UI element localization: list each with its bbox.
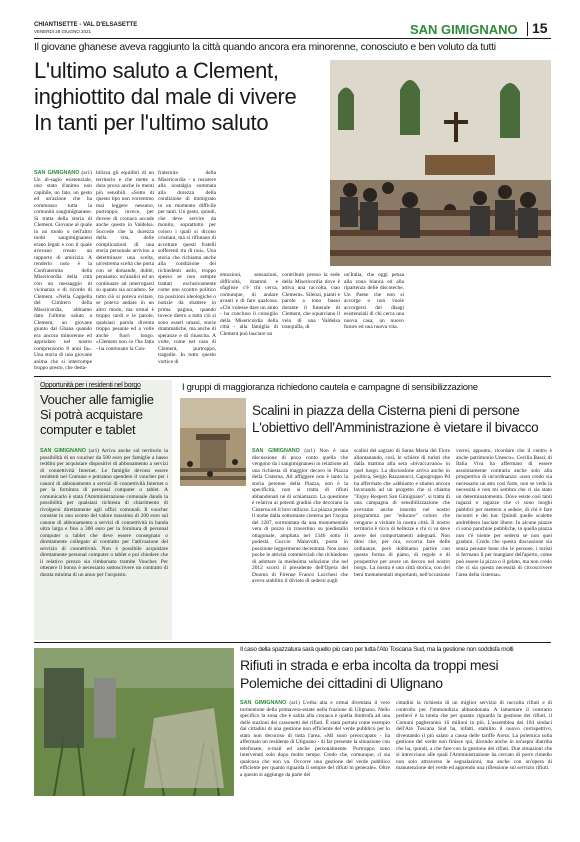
article2-title-line3: computer e tablet [40, 422, 136, 437]
article1-col4: emozioni, sensazioni, difficoltà, drammi e sfaglisie c'è chi cerca, comunque, di andare avanti e di fare qualcosa. «Chi volesse dare un aiuto - ha concluso il consiglio della Misericordia della città - alla famiglia di Clement può lasciare un [220, 272, 278, 337]
article4-col2: cittadini la richiesta di un miglior servizio di raccolta rifiuti e di controllo per l'immondizia abbandonata. A lamentare il contrario prelievi è la tutela che per quanto riguarda la gestione dei rifiuti, il Comuni pagheranno 16 milioni in più. L'assemblea dei 104 sindaci dell'Ato Toscana Sud ha, infatti, stabilito il nuovo corrispettivo, diventando il più salato a causa delle tariffe Arera. La polemica sulla gestione del verde non finisce qui, dicendo anche in un'aspra diatriba che ha, quindi, a che fare con la gestione dei rifiuti. Due situazioni che si intrecciano alle quali l'Amministrazione ha cercato di porre rimedio non solo attraverso le segnalazioni, ma anche con un'opera di manutenzione del verde ed apprendo una riflessione sul servizio rifiuti. [396, 700, 552, 771]
article1-col5: contributo presso la sede della Misericordia dove è attiva una raccolta, ciao Clement». Silenzi, pianti e parole a tono basso durante il funerale di Clement, che squarciano il velo di una Valdelsa tranquilla, di [282, 272, 340, 330]
article2-title-line1: Voucher alle famiglie [40, 392, 154, 407]
article4-title-line1: Rifiuti in strada e erba incolta da troppi mesi [240, 657, 499, 673]
header-divider-vertical [527, 22, 528, 36]
article3-bottom-rule [34, 642, 551, 643]
publication-name: CHIANTISETTE - VAL D'ELSASETTE [34, 22, 138, 28]
article3-title-line1: Scalini in piazza della Cisterna pieni di persone [252, 403, 520, 418]
article4-dateline: SAN GIMIGNANO [240, 700, 287, 706]
article3-kicker: I gruppi di maggioranza richiedono cautela e campagne di sensibilizzazione [182, 382, 478, 393]
article4-col1 [240, 700, 390, 796]
article4-col1-text: (ar1) L'erba alta e ormai diventata il vero tormentone della primavera-estate nella frazione di Ulignano. Nello specifico la zona che è salita alla cronaca è quella limitrofa ad una delle stazioni dei cassonetti dei rifiuti. È stata portata come esempio dai cittadini di una gestione non efficiente del verde pubblico per lo stato non decoroso di tutta l'area. «Mi sono preoccupato - ha affermato un residente di Ulignano - di far presente la situazione con telefonate, e-mail ed anche personalmente. Purtroppo sono intervenuti solo dopo molto tempo. Credo che, comunque, ci sia qualcosa che non va. Occorre una gestione del verde pubblico efficiente per quanto riguarda il sempre del rifiuti in generale». Oltre a questo si aggiunge da parte dei [240, 700, 390, 778]
overgrown-grass-image [34, 648, 234, 796]
article1-title [34, 58, 324, 136]
article2-body-text: (ar1) Arriva anche sul territorio la possibilità di un voucher da 500 euro per famiglie a basso reddito per acquistare dispositivi di abbonamento a servizi di connettività Internet. Le famiglie devono essere residenti nel Comune e potranno spendere il voucher per i canoni di abbonamento a servizi di connettività Internet o per la fornitura di personal computer o tablet. A comunicarlo è stata l'Amministrazione comunale dando la possibilità per qualsiasi richiesta di chiarimento di rivolgersi direttamente agli uffici comunali. Il voucher consiste in uno sconto del valore massimo di 200 euro sul canone di abbonamento a servizi di connettività in banda ultra larga e fino a 300 euro per la fornitura di personal computer o tablet che deve essere consegnato o direttamente collegato al contratto per l'attivazione del servizio di connettività. Non è possibile acquistare direttamente personal computer o tablet e poi chiedere che il relativo prezzo sia rimborsato tramite Voucher. Per ottenere il bonus è necessario sottoscrivere un contratto di durata minima di un anno per l'acquisto. [40, 448, 168, 578]
header-rule [34, 38, 551, 39]
article4-title-line2: Polemiche dei cittadini di Ulignano [240, 675, 443, 691]
article3-dateline: SAN GIMIGNANO [252, 448, 300, 454]
publication-date: VENERDI 28 GIUGNO 2021 [34, 29, 92, 34]
article3-title-line2: L'obiettivo dell'Amministrazione è vietare il bivacco [252, 420, 539, 435]
article2-dateline: SAN GIMIGNANO [40, 448, 86, 454]
article3-title [252, 402, 552, 436]
article1-bottom-rule [34, 376, 551, 377]
funeral-photo [330, 60, 551, 266]
article2-title-line2: Si potrà acquistare [40, 407, 143, 422]
article4-kicker: Il caso della spazzatura sarà quello più caro per tutta l'Ato Toscana Sud, ma la gestione non soddisfa molti [240, 646, 514, 653]
section-name: SAN GIMIGNANO [410, 22, 518, 37]
article3-col1 [252, 448, 348, 638]
article1-col2: bilizza gli equilibri di un territorio e che mette a dura prova anche le menti più sensibili. «Sotto di questo tipo non vorremmo mai leggere nessuno, purtroppo, invece, per dovere di cronaca accade anche questo in Valdelsa. Succede che la durezza della vita, delle complicazioni di una storia personale arrivino a determinare una scelta, un'estrema scelta che porta con sé domande, dubbi, pensiamo, un'analisi ed un continuare ad interrogarsi su quanto sia accaduto. Se tutto ciò si poteva evitare, se poteva andare in un altro modo, ma ormai è troppo tardi e le parole, qualsiasi parola diventa troppo pesante ed a volte anche fuori luogo. «Clement non ce l'ha fatta - ha continuato la Con- [96, 170, 154, 352]
article1-title-line1: L'ultimo saluto a Clement, [34, 58, 279, 83]
piazza-photo [180, 398, 246, 486]
article4-title [240, 656, 555, 692]
article1-col1-text: (ar1) Un di-sagio esistenziale, uno stato d'animo non capibile, un fato, un gesto ed un'azione che ha commosso tutta la comunità sangimignanese. Si tratta della storia di Clement. Giovane al quale in un modo o nell'altro molti sangimignanesi erano legati e con il quale avevano creato un rapporto di amicizia. A renderlo noto è la Confraternita della Misericordia della città con un messaggio di vicinanza e di ricordo di Clement. «Nella Cappella del Cimitero della Misericordia, abbiamo dato l'ultimo saluto a Clement, un giovane giunto dal Ghana quando era ancora minorenne ed approdato nel nostro comprensorio 8 anni fa». Una storia di una giovane anima che si interrompe troppo presto, che desta- [34, 170, 92, 371]
article1-col6: un'Italia, che oggi pensa alla zona bianca ed alla ripartenza delle discoteche. Un Paese che non si accorge o non vuole accorgersi dei disagi esistenziali di chi cerca una nuova casa, un nuovo futuro ed una nuova vita. [344, 272, 404, 330]
article3-col1-text: (ar1) Non è una discussione di poco conto quella che vengono da i sangimignanesi in relazione ad una richiesta di maggior decoro in Piazza della Cisterna. Ad affiggere non è tanto la storia perenne della Piazza, non è la specificità, non si tratta di rifiuti abbandonati né di schiamazzi. La questione è relativa ai potenti gradini che decorano la Cisterna ed il loro utilizzo. La piazza prende il nome dalla sottostante cisterna per l'acqua del 1287, sormontata da una monumentale vera di pozzo in travertino su piedistallo ottagonale, ampliata nel 1346 sotto il podestà Guccio Malavolti, posta in posizione leggermente decentrata. Non sono poche le attività commerciali che richiedono di adottare la medesima soluzione che nel 2012 scorsi il presidente dell'Opera del Duomo di Firenze Franco Lucchesi che aveva stabilito il divieto di sedersi sugli [252, 448, 348, 584]
article1-title-line3: In tanti per l'ultimo saluto [34, 110, 269, 135]
article1-col1 [34, 170, 92, 374]
article1-dateline: SAN GIMIGNANO [34, 170, 80, 176]
article1-title-line2: inghiottito dal male di vivere [34, 84, 297, 109]
article1-kicker: Il giovane ghanese aveva raggiunto la città quando ancora era minorenne, conosciuto e ben voluto da tutti [34, 41, 496, 53]
article2-title [40, 392, 170, 437]
piazza-cisterna-image [180, 398, 246, 486]
chapel-interior-image [330, 60, 551, 266]
ulignano-photo [34, 648, 234, 796]
article1-col3: fraternita della Misericordia - a resistere alla nostalgia sommata alla durezza della condizione di immigrato in un momento difficile per tanti. Un gesto, quindi, che deve servire da monito, soprattutto per coloro i quali si dicono cristiani, ma si rifiutano di accettare questi fratelli sofferenti tra di noi». Una storia che richiama anche alla condizione dei richiedenti asilo, troppo spesso se non sempre trattati esclusivamente come uno scontro politico tra posizioni ideologiche o notizie da sbattere in prima pagina, quando invece dietro a tutto ciò si sono esseri umani, storie drammatiche, ma anche di speranze e di rinascita. A volte, come nel caso di Clement, purtroppo, tragedie. In tutto questo vortice di [158, 170, 216, 365]
article3-col2: scalini dei sagrato di Santa Maria del Fiore allontanando, così, le schiere di turisti che dalla mattina alla sera «bivaccavano» in quel luogo. La discussione arriva anche in politica, Sergio Razzanucci, Capogruppo Pd ha affermato che «abbiamo e stiamo ancora lavorando ad un progetto che si chiama "Enjoy Respect San Gimignano", si tratta di una campagna di sensibilizzazione che avevamo anche inserito nel nostro programma per "educare" coloro che vengono a visitare la nostra città. Il nostro territorio è ricco di bellezze e chi ci va deve avere dei comportamenti adeguati. Non direi che, per ora, occorra fare delle ordinanze, però dobbiamo partire con questa forma di piano, di regole e di prospettive per avere un decoro nel nostro borgo. La nostra è una città storica, con dei beni monumentali importanti, nell'occasione [354, 448, 450, 578]
page-number: 15 [532, 20, 548, 36]
article2-kicker: Opportunità per i residenti nel borgo [40, 382, 141, 389]
article3-col3: vorrei, appunto, ricordare che il centro è anche patrimonio Unesco». Cecilia Bassi, di Italia Viva ha affermato di essere assolutamente contraria anche solo alla prospettiva di un'ordinanza: «non credo sia necessario un atto così forte, non se vedo la necessità e non mi sembra che ci sia stato un determinatomento. Dove esiste così tanti ragazzi e ragazze che ci sono luoghi pubblici per mettersi a sedere, di chi è fare incontri e dei bar. Quindi quelle scalette andrebbero lasciate libere. In alcune piazze ci sono panchine pubbliche, in quella piazza non c'è niente per sedersi se non quei gradoni. Credo che questa discussione sia senza pensare bene che le persone, i turisti si fermano lì per mangiare dell'aperto, come può essere la pizza o il gelato, ma non credo che ci sia questa necessità di circoscrivere l'area della cisterna». [456, 448, 552, 578]
article2-body [40, 448, 168, 636]
